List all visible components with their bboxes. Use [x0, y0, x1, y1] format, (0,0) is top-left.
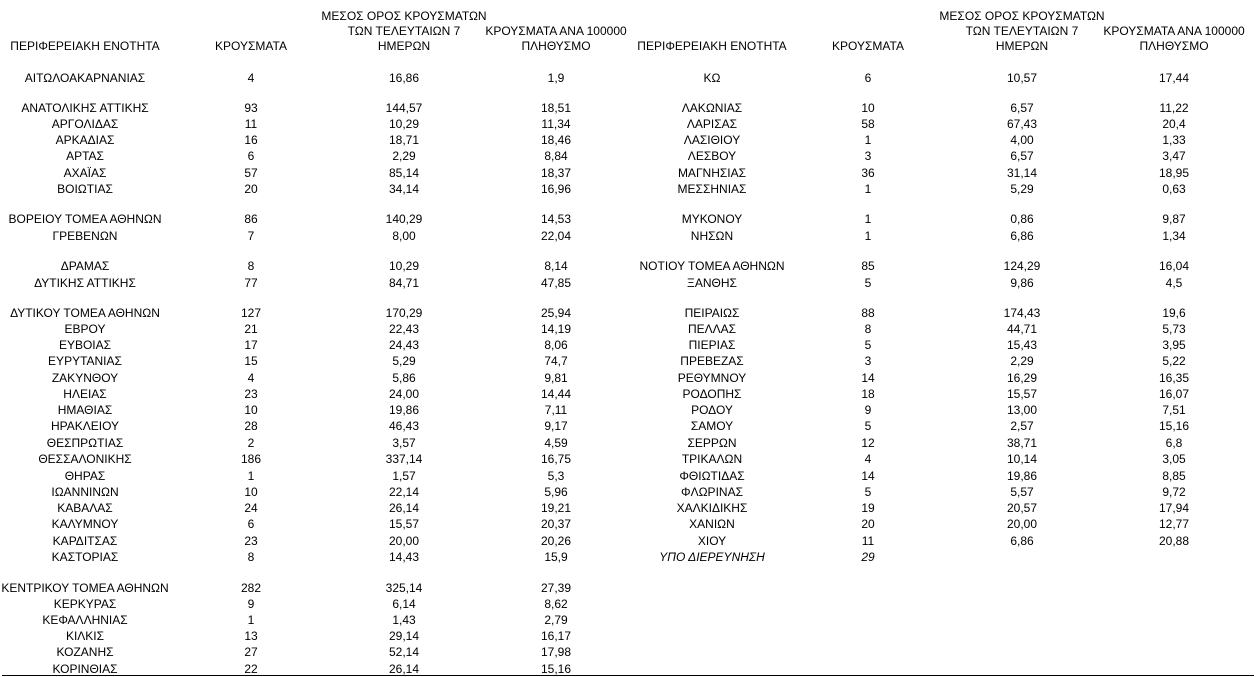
per-100k-value: 1,33 [1162, 133, 1186, 147]
cases-value: 1 [247, 613, 255, 627]
cases-value: 88 [861, 306, 875, 320]
per-100k-value: 8,62 [544, 597, 568, 611]
per-100k-value: 20,37 [540, 517, 572, 531]
avg-7day-value: 0,86 [1010, 212, 1034, 226]
avg-7day-value: 31,14 [1006, 166, 1038, 180]
avg-7day-value: 6,57 [1010, 101, 1034, 115]
cases-value: 4 [864, 452, 872, 466]
per-100k-value: 14,44 [540, 387, 572, 401]
avg-7day-value: 24,00 [388, 387, 420, 401]
avg-7day-value: 144,57 [385, 101, 423, 115]
avg-7day-value: 6,14 [392, 597, 416, 611]
avg-7day-value: 6,57 [1010, 149, 1034, 163]
per-100k-value: 3,47 [1162, 149, 1186, 163]
cases-value: 14 [861, 469, 875, 483]
region-name: ΤΡΙΚΑΛΩΝ [681, 452, 743, 466]
per-100k-value: 15,16 [1158, 419, 1190, 433]
avg-7day-value: 174,43 [1003, 306, 1041, 320]
cases-value: 57 [244, 166, 258, 180]
region-name: ΚΩ [703, 71, 721, 85]
avg-7day-value: 4,00 [1010, 133, 1034, 147]
region-name: ΕΥΒΟΙΑΣ [58, 338, 112, 352]
per-100k-value: 5,3 [547, 469, 565, 483]
per-100k-value: 9,72 [1162, 485, 1186, 499]
avg-7day-value: 5,57 [1010, 485, 1034, 499]
region-name: ΑΙΤΩΛΟΑΚΑΡΝΑΝΙΑΣ [24, 71, 146, 85]
under-investigation-label: ΥΠΟ ΔΙΕΡΕΥΝΗΣΗ [659, 550, 765, 564]
region-name: ΜΥΚΟΝΟΥ [681, 212, 743, 226]
avg-7day-value: 34,14 [388, 182, 420, 196]
bottom-rule [2, 675, 1254, 676]
region-name: ΚΑΛΥΜΝΟΥ [51, 517, 119, 531]
per-100k-value: 20,26 [540, 534, 572, 548]
header-region-right: ΠΕΡΙΦΕΡΕΙΑΚΗ ΕΝΟΤΗΤΑ [637, 39, 787, 53]
region-name: ΝΗΣΩΝ [690, 229, 734, 243]
cases-value: 86 [244, 212, 258, 226]
region-name: ΦΘΙΩΤΙΔΑΣ [679, 469, 745, 483]
region-name: ΚΑΡΔΙΤΣΑΣ [52, 534, 118, 548]
avg-7day-value: 8,00 [392, 229, 416, 243]
per-100k-value: 1,9 [547, 71, 565, 85]
cases-value: 85 [861, 259, 875, 273]
cases-value: 1 [864, 133, 872, 147]
region-name: ΚΕΝΤΡΙΚΟΥ ΤΟΜΕΑ ΑΘΗΝΩΝ [1, 581, 169, 595]
avg-7day-value: 5,86 [392, 371, 416, 385]
region-name: ΙΩΑΝΝΙΝΩΝ [51, 485, 119, 499]
per-100k-value: 16,17 [540, 629, 572, 643]
region-name: ΡΟΔΟΠΗΣ [682, 387, 742, 401]
per-100k-value: 15,16 [540, 662, 572, 676]
cases-value: 28 [244, 419, 258, 433]
cases-value: 20 [244, 182, 258, 196]
avg-7day-value: 5,29 [392, 354, 416, 368]
region-name: ΝΟΤΙΟΥ ΤΟΜΕΑ ΑΘΗΝΩΝ [639, 259, 785, 273]
header-per-line2-right: ΠΛΗΘΥΣΜΟ [1139, 39, 1209, 53]
cases-value: 8 [247, 259, 255, 273]
per-100k-value: 25,94 [540, 306, 572, 320]
region-name: ΘΗΡΑΣ [64, 469, 106, 483]
header-avg-line3-left: ΗΜΕΡΩΝ [377, 39, 431, 53]
region-name: ΚΟΡΙΝΘΙΑΣ [52, 662, 118, 676]
per-100k-value: 5,96 [544, 485, 568, 499]
region-name: ΚΕΦΑΛΛΗΝΙΑΣ [42, 613, 128, 627]
cases-value: 6 [247, 517, 255, 531]
avg-7day-value: 6,86 [1010, 229, 1034, 243]
per-100k-value: 4,5 [1165, 276, 1183, 290]
per-100k-value: 7,11 [544, 403, 568, 417]
per-100k-value: 16,75 [540, 452, 572, 466]
cases-value: 19 [861, 501, 875, 515]
cases-value: 10 [244, 485, 258, 499]
per-100k-value: 9,17 [544, 419, 568, 433]
per-100k-value: 16,35 [1158, 371, 1190, 385]
region-name: ΖΑΚΥΝΘΟΥ [51, 371, 119, 385]
region-name: ΗΛΕΙΑΣ [63, 387, 107, 401]
header-avg-line2-right: ΤΩΝ ΤΕΛΕΥΤΑΙΩΝ 7 [965, 24, 1079, 38]
cases-value: 11 [861, 534, 875, 548]
avg-7day-value: 13,00 [1006, 403, 1038, 417]
avg-7day-value: 140,29 [385, 212, 423, 226]
region-name: ΔΡΑΜΑΣ [60, 259, 110, 273]
cases-value: 3 [864, 149, 872, 163]
cases-value: 21 [244, 322, 258, 336]
cases-value: 1 [864, 182, 872, 196]
avg-7day-value: 26,14 [388, 662, 420, 676]
region-name: ΑΡΓΟΛΙΔΑΣ [51, 117, 119, 131]
header-avg-line2-left: ΤΩΝ ΤΕΛΕΥΤΑΙΩΝ 7 [347, 24, 461, 38]
per-100k-value: 17,94 [1158, 501, 1190, 515]
per-100k-value: 18,46 [540, 133, 572, 147]
under-investigation-cases: 29 [861, 550, 875, 564]
per-100k-value: 15,9 [544, 550, 568, 564]
region-name: ΘΕΣΠΡΩΤΙΑΣ [46, 436, 124, 450]
per-100k-value: 18,51 [540, 101, 572, 115]
cases-value: 282 [240, 581, 262, 595]
avg-7day-value: 15,57 [388, 517, 420, 531]
avg-7day-value: 44,71 [1006, 322, 1038, 336]
per-100k-value: 1,34 [1162, 229, 1186, 243]
per-100k-value: 27,39 [540, 581, 572, 595]
cases-value: 4 [247, 371, 255, 385]
per-100k-value: 6,8 [1165, 436, 1183, 450]
avg-7day-value: 19,86 [388, 403, 420, 417]
region-name: ΚΙΛΚΙΣ [65, 629, 105, 643]
per-100k-value: 18,37 [540, 166, 572, 180]
avg-7day-value: 85,14 [388, 166, 420, 180]
header-region-left: ΠΕΡΙΦΕΡΕΙΑΚΗ ΕΝΟΤΗΤΑ [10, 39, 160, 53]
region-name: ΛΑΡΙΣΑΣ [686, 117, 738, 131]
avg-7day-value: 52,14 [388, 645, 420, 659]
cases-value: 77 [244, 276, 258, 290]
avg-7day-value: 46,43 [388, 419, 420, 433]
avg-7day-value: 16,86 [388, 71, 420, 85]
cases-value: 17 [244, 338, 258, 352]
cases-value: 13 [244, 629, 258, 643]
avg-7day-value: 20,00 [1006, 517, 1038, 531]
avg-7day-value: 2,57 [1010, 419, 1034, 433]
per-100k-value: 16,96 [540, 182, 572, 196]
cases-value: 4 [247, 71, 255, 85]
avg-7day-value: 22,43 [388, 322, 420, 336]
per-100k-value: 11,34 [541, 117, 571, 131]
region-name: ΛΕΣΒΟΥ [687, 149, 737, 163]
per-100k-value: 8,06 [544, 338, 568, 352]
region-name: ΠΙΕΡΙΑΣ [688, 338, 736, 352]
per-100k-value: 18,95 [1158, 166, 1190, 180]
region-name: ΔΥΤΙΚΟΥ ΤΟΜΕΑ ΑΘΗΝΩΝ [10, 306, 160, 320]
region-name: ΦΛΩΡΙΝΑΣ [681, 485, 743, 499]
cases-value: 27 [244, 645, 258, 659]
avg-7day-value: 6,86 [1010, 534, 1034, 548]
header-avg-line1-left: ΜΕΣΟΣ ΟΡΟΣ ΚΡΟΥΣΜΑΤΩΝ [321, 9, 487, 23]
region-name: ΣΑΜΟΥ [690, 419, 734, 433]
region-name: ΡΕΘΥΜΝΟΥ [677, 371, 747, 385]
cases-value: 7 [247, 229, 255, 243]
header-per-line1-left: ΚΡΟΥΣΜΑΤΑ ΑΝΑ 100000 [485, 24, 627, 38]
avg-7day-value: 337,14 [385, 452, 423, 466]
cases-value: 16 [244, 133, 258, 147]
cases-value: 8 [247, 550, 255, 564]
header-per-line2-left: ΠΛΗΘΥΣΜΟ [521, 39, 591, 53]
region-name: ΞΑΝΘΗΣ [687, 276, 737, 290]
avg-7day-value: 84,71 [388, 276, 420, 290]
avg-7day-value: 15,43 [1006, 338, 1038, 352]
avg-7day-value: 22,14 [388, 485, 420, 499]
per-100k-value: 12,77 [1158, 517, 1190, 531]
cases-value: 11 [244, 117, 258, 131]
cases-value: 14 [861, 371, 875, 385]
per-100k-value: 5,22 [1162, 354, 1186, 368]
region-name: ΜΑΓΝΗΣΙΑΣ [677, 166, 747, 180]
per-100k-value: 74,7 [544, 354, 568, 368]
per-100k-value: 4,59 [544, 436, 568, 450]
cases-value: 93 [244, 101, 258, 115]
region-name: ΑΡΚΑΔΙΑΣ [55, 133, 115, 147]
avg-7day-value: 16,29 [1006, 371, 1038, 385]
region-name: ΒΟΙΩΤΙΑΣ [57, 182, 113, 196]
avg-7day-value: 18,71 [388, 133, 420, 147]
per-100k-value: 20,88 [1158, 534, 1190, 548]
region-name: ΔΥΤΙΚΗΣ ΑΤΤΙΚΗΣ [34, 276, 136, 290]
per-100k-value: 11,22 [1159, 101, 1189, 115]
cases-value: 10 [244, 403, 258, 417]
avg-7day-value: 3,57 [392, 436, 416, 450]
cases-value: 1 [864, 229, 872, 243]
per-100k-value: 22,04 [540, 229, 572, 243]
per-100k-value: 3,95 [1162, 338, 1186, 352]
per-100k-value: 20,4 [1162, 117, 1186, 131]
region-name: ΑΧΑΪΑΣ [63, 166, 107, 180]
cases-value: 2 [247, 436, 255, 450]
region-name: ΚΑΣΤΟΡΙΑΣ [51, 550, 119, 564]
avg-7day-value: 5,29 [1010, 182, 1034, 196]
region-name: ΛΑΣΙΘΙΟΥ [683, 133, 741, 147]
per-100k-value: 0,63 [1162, 182, 1186, 196]
region-name: ΠΡΕΒΕΖΑΣ [680, 354, 744, 368]
header-avg-line3-right: ΗΜΕΡΩΝ [995, 39, 1049, 53]
avg-7day-value: 9,86 [1010, 276, 1034, 290]
cases-value: 20 [861, 517, 875, 531]
region-name: ΚΕΡΚΥΡΑΣ [53, 597, 117, 611]
avg-7day-value: 14,43 [388, 550, 420, 564]
per-100k-value: 16,07 [1158, 387, 1190, 401]
per-100k-value: 3,05 [1162, 452, 1186, 466]
cases-value: 5 [864, 338, 872, 352]
region-name: ΓΡΕΒΕΝΩΝ [52, 229, 118, 243]
avg-7day-value: 20,00 [388, 534, 420, 548]
per-100k-value: 8,14 [544, 259, 568, 273]
region-name: ΑΝΑΤΟΛΙΚΗΣ ΑΤΤΙΚΗΣ [21, 101, 149, 115]
avg-7day-value: 10,29 [388, 117, 420, 131]
per-100k-value: 17,98 [540, 645, 572, 659]
per-100k-value: 47,85 [540, 276, 572, 290]
per-100k-value: 9,81 [544, 371, 568, 385]
region-name: ΜΕΣΣΗΝΙΑΣ [677, 182, 747, 196]
avg-7day-value: 2,29 [1010, 354, 1034, 368]
region-name: ΣΕΡΡΩΝ [687, 436, 737, 450]
avg-7day-value: 15,57 [1006, 387, 1038, 401]
cases-value: 58 [861, 117, 875, 131]
region-name: ΕΒΡΟΥ [64, 322, 106, 336]
region-name: ΧΙΟΥ [697, 534, 727, 548]
avg-7day-value: 10,14 [1006, 452, 1038, 466]
avg-7day-value: 67,43 [1006, 117, 1038, 131]
header-per-line1-right: ΚΡΟΥΣΜΑΤΑ ΑΝΑ 100000 [1103, 24, 1245, 38]
per-100k-value: 8,85 [1162, 469, 1186, 483]
cases-value: 5 [864, 485, 872, 499]
region-name: ΧΑΝΙΩΝ [689, 517, 735, 531]
avg-7day-value: 124,29 [1003, 259, 1041, 273]
region-name: ΕΥΡΥΤΑΝΙΑΣ [48, 354, 122, 368]
cases-value: 18 [861, 387, 875, 401]
cases-value: 24 [244, 501, 258, 515]
region-name: ΛΑΚΩΝΙΑΣ [681, 101, 743, 115]
per-100k-value: 14,53 [540, 212, 572, 226]
per-100k-value: 2,79 [544, 613, 568, 627]
region-name: ΧΑΛΚΙΔΙΚΗΣ [676, 501, 748, 515]
avg-7day-value: 10,29 [388, 259, 420, 273]
region-name: ΡΟΔΟΥ [691, 403, 733, 417]
per-100k-value: 9,87 [1162, 212, 1186, 226]
per-100k-value: 19,21 [540, 501, 572, 515]
cases-value: 5 [864, 276, 872, 290]
cases-value: 36 [861, 166, 875, 180]
cases-value: 1 [864, 212, 872, 226]
avg-7day-value: 2,29 [392, 149, 416, 163]
region-name: ΗΜΑΘΙΑΣ [57, 403, 113, 417]
region-name: ΚΑΒΑΛΑΣ [57, 501, 113, 515]
cases-value: 6 [247, 149, 255, 163]
per-100k-value: 16,04 [1158, 259, 1190, 273]
cases-value: 15 [244, 354, 258, 368]
cases-value: 12 [861, 436, 875, 450]
cases-value: 10 [861, 101, 875, 115]
per-100k-value: 7,51 [1162, 403, 1186, 417]
cases-value: 6 [864, 71, 872, 85]
avg-7day-value: 19,86 [1006, 469, 1038, 483]
avg-7day-value: 24,43 [388, 338, 420, 352]
region-name: ΗΡΑΚΛΕΙΟΥ [50, 419, 120, 433]
cases-value: 8 [864, 322, 872, 336]
region-name: ΚΟΖΑΝΗΣ [56, 645, 114, 659]
cases-value: 23 [244, 534, 258, 548]
cases-value: 23 [244, 387, 258, 401]
cases-value: 3 [864, 354, 872, 368]
region-name: ΠΕΙΡΑΙΩΣ [684, 306, 740, 320]
cases-value: 9 [864, 403, 872, 417]
avg-7day-value: 1,57 [392, 469, 416, 483]
per-100k-value: 8,84 [544, 149, 568, 163]
cases-value: 9 [247, 597, 255, 611]
cases-value: 127 [240, 306, 262, 320]
cases-value: 1 [247, 469, 255, 483]
per-100k-value: 19,6 [1162, 306, 1186, 320]
per-100k-value: 14,19 [540, 322, 572, 336]
per-100k-value: 17,44 [1158, 71, 1190, 85]
avg-7day-value: 170,29 [385, 306, 423, 320]
per-100k-value: 5,73 [1162, 322, 1186, 336]
avg-7day-value: 1,43 [392, 613, 416, 627]
header-avg-line1-right: ΜΕΣΟΣ ΟΡΟΣ ΚΡΟΥΣΜΑΤΩΝ [939, 9, 1105, 23]
avg-7day-value: 10,57 [1006, 71, 1038, 85]
avg-7day-value: 26,14 [388, 501, 420, 515]
region-name: ΘΕΣΣΑΛΟΝΙΚΗΣ [38, 452, 132, 466]
region-name: ΒΟΡΕΙΟΥ ΤΟΜΕΑ ΑΘΗΝΩΝ [8, 212, 162, 226]
header-cases-right: ΚΡΟΥΣΜΑΤΑ [832, 39, 904, 53]
cases-value: 22 [244, 662, 258, 676]
avg-7day-value: 29,14 [388, 629, 420, 643]
region-name: ΑΡΤΑΣ [66, 149, 104, 163]
header-cases-left: ΚΡΟΥΣΜΑΤΑ [215, 39, 287, 53]
region-name: ΠΕΛΛΑΣ [687, 322, 737, 336]
avg-7day-value: 38,71 [1006, 436, 1038, 450]
cases-value: 5 [864, 419, 872, 433]
cases-value: 186 [240, 452, 262, 466]
avg-7day-value: 20,57 [1006, 501, 1038, 515]
avg-7day-value: 325,14 [385, 581, 423, 595]
